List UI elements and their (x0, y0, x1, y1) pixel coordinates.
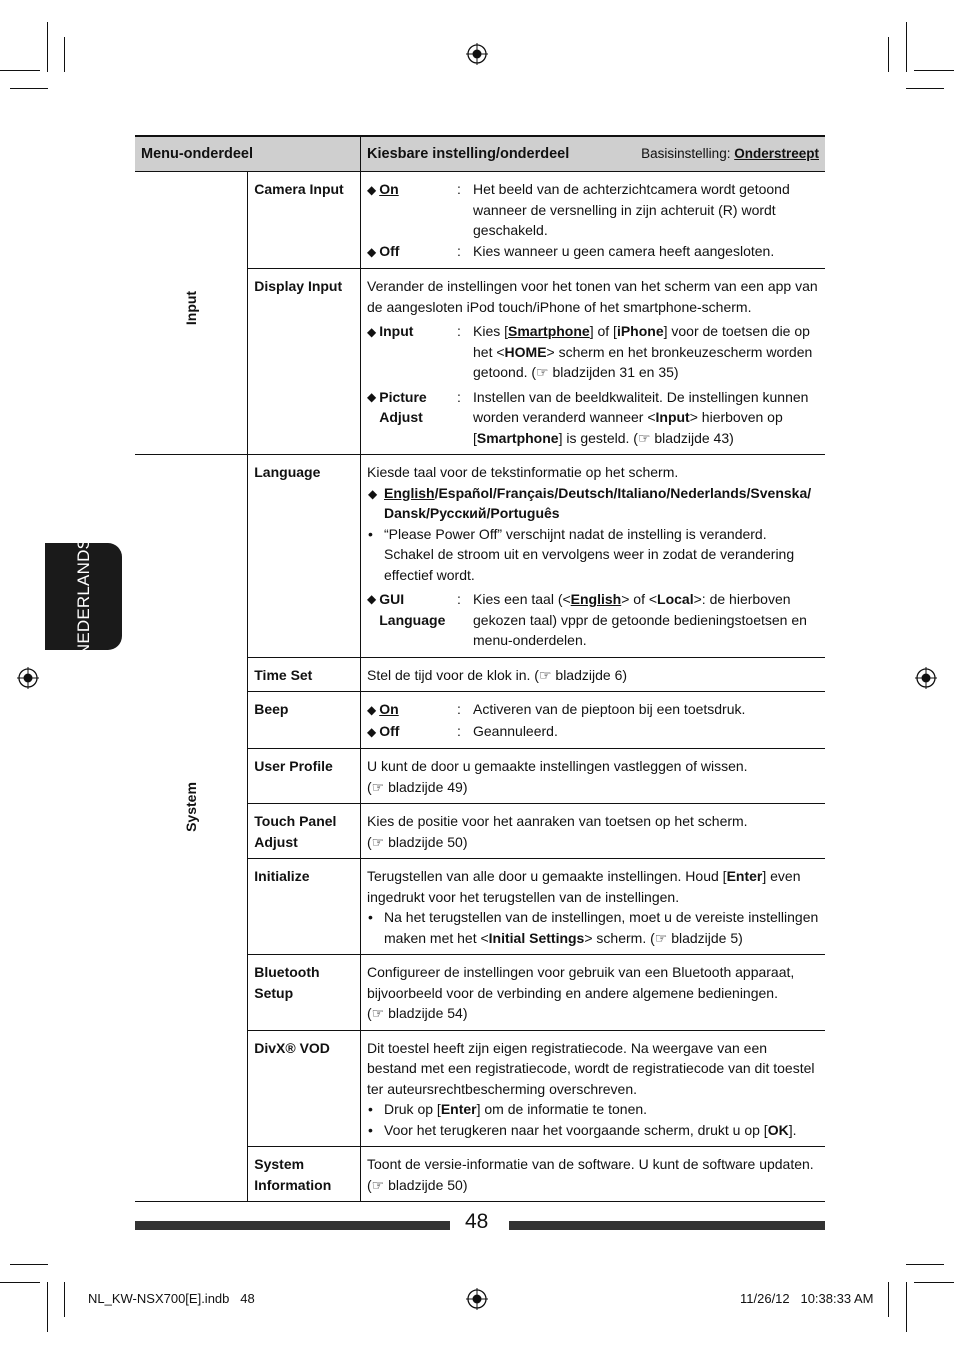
option-desc: Instellen van de beeldkwaliteit. De instellingen kunnen worden veranderd wanneer <Input> hierboven op [Smartphone] is gesteld. (☞ bladzijde 43) (473, 388, 809, 446)
system-info-desc: Toont de versie-informatie van de software. U kunt de software updaten. (☞ bladzijde 50) (361, 1147, 826, 1202)
group-system (135, 455, 248, 1202)
crop-mark (47, 22, 48, 72)
column-header-settings (361, 136, 826, 172)
crop-mark (906, 88, 944, 89)
registration-mark-icon (915, 667, 937, 689)
page-number-bar-right (509, 1221, 825, 1230)
option-desc: Het beeld van de achterzichtcamera wordt getoond wanneer de versnelling in zijn achteruit (R) wordt geschakeld. (473, 181, 790, 238)
bullet-note: • Voor het terugkeren naar het voorgaande scherm, drukt u op [OK]. (368, 1121, 797, 1138)
item-user-profile: User Profile (248, 749, 361, 804)
item-language: Language (248, 455, 361, 658)
option-key: On (379, 181, 399, 197)
column-header-menu-item: Menu-onderdeel (135, 136, 361, 172)
registration-mark-icon (17, 667, 39, 689)
option-key: Picture Adjust (379, 388, 427, 425)
table-header-row (135, 136, 825, 172)
option-key: On (379, 701, 399, 717)
default-setting-legend (641, 144, 819, 165)
item-system-information: System Information (248, 1147, 361, 1202)
option-desc: Kies een taal (<English> of <Local>: de hierboven gekozen taal) vppr de getoonde bedieningstoetsen en menu-onderdelen. (473, 591, 807, 648)
option-key: Off (379, 242, 400, 259)
initialize-desc: Terugstellen van alle door u gemaakte instellingen. Houd [Enter] even ingedrukt voor het terugstellen van de instellingen. • Na het terugstellen van de instellingen, moet u de vereiste instellingen maken met het <Initial Settings> scherm. (☞ bladzijde 5) (361, 859, 826, 955)
item-initialize: Initialize (248, 859, 361, 955)
item-divx-vod: DivX® VOD (248, 1030, 361, 1147)
page-number: 48 (465, 1210, 489, 1233)
crop-mark (906, 1282, 907, 1332)
registration-mark-icon (466, 1288, 488, 1310)
option-off: ◆ Off : Geannuleerd. (367, 721, 819, 743)
crop-mark (10, 88, 48, 89)
table-row (135, 455, 825, 658)
bullet-note: • “Please Power Off” verschijnt nadat de instelling is veranderd. Schakel de stroom uit en vervolgens weer in zodat de verandering effectief wordt. (368, 525, 795, 583)
bluetooth-desc: Configureer de instellingen voor gebruik van een Bluetooth apparaat, bijvoorbeeld voor de verbinding en andere algemene bedieningen. (☞ bladzijde 54) (361, 955, 826, 1031)
option-off: ◆ Off : Kies wanneer u geen camera heeft aangesloten. (367, 241, 819, 263)
option-desc: Geannuleerd. (473, 722, 558, 739)
display-input-options (361, 269, 826, 455)
page-reference: (☞ bladzijde 50) (367, 1176, 468, 1193)
language-list (367, 483, 819, 524)
default-setting-label: Basisinstelling: (641, 145, 731, 161)
settings-menu-table (135, 135, 825, 1202)
language-options-list: /Español/Français/Deutsch/Italiano/Nederlands/Svenska/ Dansk/Русский/Português (384, 484, 812, 521)
item-beep: Beep (248, 692, 361, 749)
beep-options (361, 692, 826, 749)
language-default: English (384, 484, 435, 501)
bullet-note: • Na het terugstellen van de instellingen, moet u de vereiste instellingen maken met het <Initial Settings> scherm. (☞ bladzijde 5) (368, 909, 819, 946)
group-input (135, 172, 248, 455)
option-key: GUI Language (379, 591, 446, 628)
option-key: Off (379, 722, 400, 739)
group-label-system: System (182, 782, 199, 832)
diamond-icon: ◆ (367, 325, 377, 339)
option-input: ◆ Input : Kies [Smartphone] of [iPhone] voor de toetsen die op het <HOME> scherm en het bronkeuzescherm worden getoond. (☞ bladzijden 31 en 35) (367, 321, 819, 383)
divx-desc: Dit toestel heeft zijn eigen registratiecode. Na weergave van een bestand met een registratiecode, wordt de registratiecode van dit toestel ter auteursrechtbescherming overschreven. • Druk op [Enter] om de informatie te tonen. • Voor het terugkeren naar het voorgaande scherm, drukt u op [OK]. (361, 1030, 826, 1147)
crop-mark (64, 37, 65, 72)
diamond-icon: ◆ (367, 244, 377, 259)
registration-mark-icon (466, 43, 488, 65)
page-number-bar-left (135, 1221, 450, 1230)
default-setting-value: Onderstreept (734, 145, 819, 161)
crop-mark (914, 70, 954, 71)
footer-timestamp: 11/26/12 10:38:33 AM (740, 1291, 874, 1306)
language-side-tab (45, 537, 122, 656)
crop-mark (906, 1264, 944, 1265)
diamond-icon: ◆ (367, 724, 377, 739)
time-set-desc: Stel de tijd voor de klok in. (☞ bladzijde 6) (361, 657, 826, 692)
touch-panel-desc: Kies de positie voor het aanraken van toetsen op het scherm. (☞ bladzijde 50) (361, 804, 826, 859)
page-reference: (☞ bladzijde 50) (367, 833, 468, 850)
diamond-icon: ◆ (367, 703, 377, 717)
camera-input-options (361, 172, 826, 269)
page-reference: (☞ bladzijde 54) (367, 1005, 468, 1021)
description-text: Verander de instellingen voor het tonen van het scherm van een app van de aangesloten iPod touch/iPhone of het smartphone-scherm. (367, 278, 818, 315)
crop-mark (888, 37, 889, 72)
diamond-icon: ◆ (367, 183, 377, 197)
diamond-icon: ◆ (367, 389, 377, 404)
item-time-set: Time Set (248, 657, 361, 692)
language-options (361, 455, 826, 658)
footer-file-info: NL_KW-NSX700[E].indb 48 (88, 1291, 255, 1306)
crop-mark (914, 1282, 954, 1283)
diamond-icon: ◆ (367, 592, 377, 606)
diamond-icon: ◆ (368, 486, 378, 501)
description-text: Kiesde taal voor de tekstinformatie op het scherm. (367, 464, 679, 480)
crop-mark (0, 1282, 40, 1283)
crop-mark (47, 1282, 48, 1332)
user-profile-desc: U kunt de door u gemaakte instellingen vastleggen of wissen. (☞ bladzijde 49) (361, 749, 826, 804)
option-picture-adjust: ◆ Picture Adjust : Instellen van de beeldkwaliteit. De instellingen kunnen worden veranderd wanneer <Input> hierboven op [Smartphone] is gesteld. (☞ bladzijde 43) (367, 387, 819, 449)
option-gui-language: ◆ GUI Language : Kies een taal (<English> of <Local>: de hierboven gekozen taal) vppr de getoonde bedieningstoetsen en menu-onderdelen. (367, 589, 819, 651)
crop-mark (10, 1264, 48, 1265)
crop-mark (64, 1282, 65, 1317)
group-label-input: Input (182, 290, 199, 326)
option-desc: Activeren van de pieptoon bij een toetsdruk. (473, 701, 746, 717)
crop-mark (888, 1282, 889, 1317)
table-row (135, 172, 825, 269)
crop-mark (0, 70, 40, 71)
item-camera-input: Camera Input (248, 172, 361, 269)
item-display-input: Display Input (248, 269, 361, 455)
option-on: ◆ On : Activeren van de pieptoon bij een toetsdruk. (367, 699, 819, 721)
column-header-settings-label: Kiesbare instelling/onderdeel (367, 145, 570, 162)
option-desc: Kies [Smartphone] of [iPhone] voor de toetsen die op het <HOME> scherm en het bronkeuzescherm worden getoond. (☞ bladzijden 31 en 35) (473, 323, 813, 380)
option-key: Input (379, 323, 414, 339)
option-desc: Kies wanneer u geen camera heeft aangesloten. (473, 242, 775, 259)
bullet-note: • Druk op [Enter] om de informatie te tonen. (368, 1101, 648, 1117)
side-tab-label: NEDERLANDS (73, 537, 93, 656)
item-bluetooth-setup: Bluetooth Setup (248, 955, 361, 1031)
crop-mark (906, 22, 907, 72)
page-reference: (☞ bladzijde 49) (367, 778, 468, 795)
item-touch-panel-adjust: Touch Panel Adjust (248, 804, 361, 859)
option-on: ◆ On : Het beeld van de achterzichtcamera wordt getoond wanneer de versnelling in zijn achteruit (R) wordt geschakeld. (367, 179, 819, 241)
